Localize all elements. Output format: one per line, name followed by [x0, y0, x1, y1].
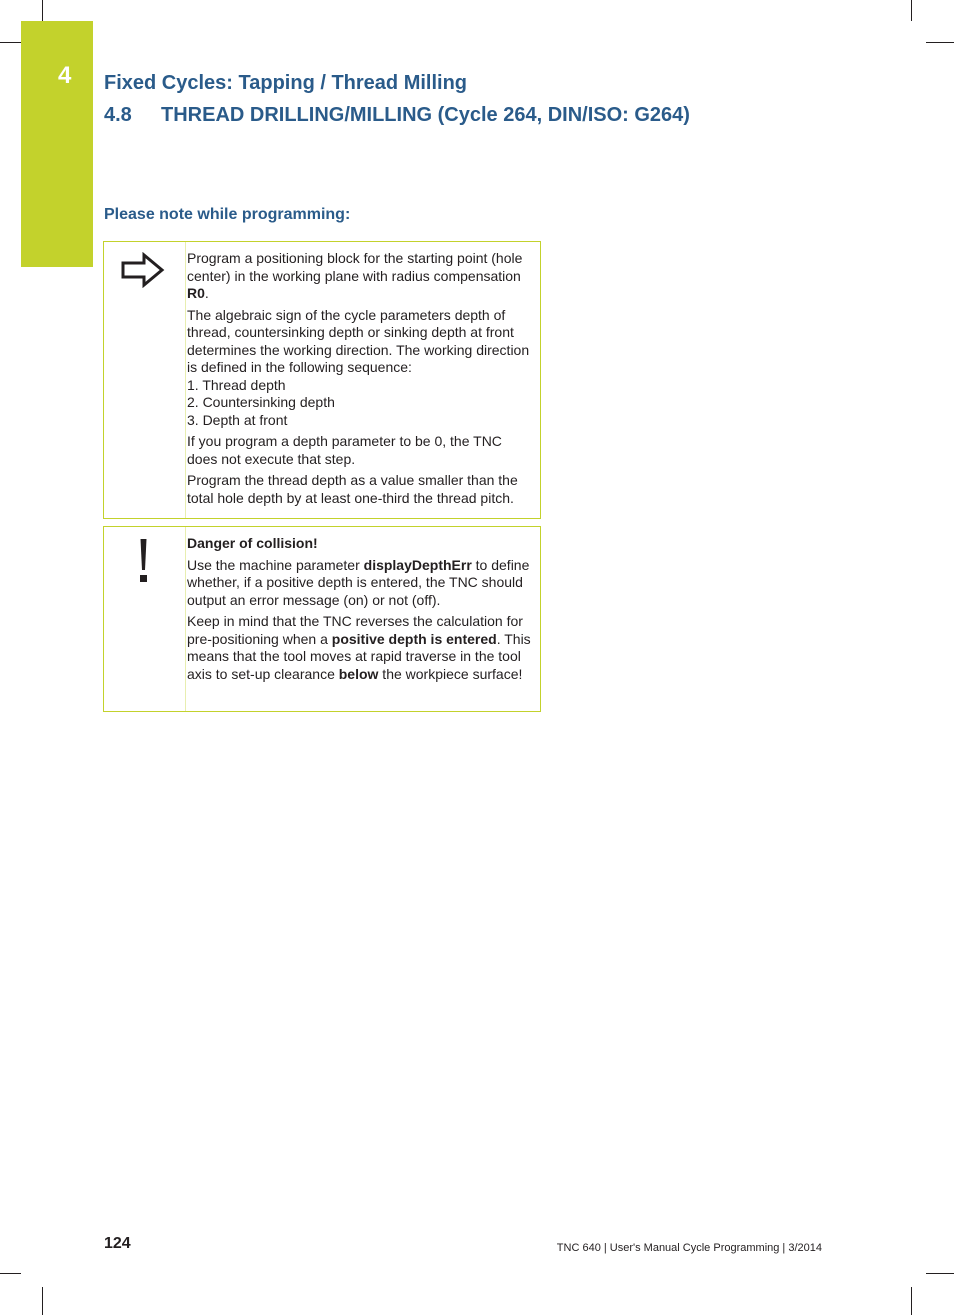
note-box — [103, 241, 541, 519]
warning-bold-text: displayDepthErr — [363, 556, 472, 573]
section-number: 4.8 — [104, 104, 132, 126]
chapter-number: 4 — [58, 62, 72, 89]
note-bold-text: R0 — [187, 285, 205, 301]
programming-notes-heading: Please note while programming: — [104, 206, 351, 223]
note-text: The algebraic sign of the cycle parameters depth of thread, countersinking depth or sinking depth at front determines the working direction. The working direction is defined in the following sequence: — [187, 306, 530, 375]
note-box-divider — [185, 242, 186, 518]
sequence-item: 3. Depth at front — [187, 411, 288, 428]
crop-mark — [0, 42, 21, 43]
section-title-line — [104, 104, 690, 127]
warning-box — [103, 526, 541, 712]
note-text: Program a positioning block for the starting point (hole center) in the working plane with radius compensation — [187, 250, 523, 284]
warning-text: Use the machine parameter — [187, 556, 364, 573]
chapter-title: Fixed Cycles: Tapping / Thread Milling — [104, 72, 468, 94]
sequence-item: 1. Thread depth — [187, 376, 286, 393]
note-paragraph — [187, 250, 532, 303]
note-text: . — [204, 285, 209, 301]
warning-title — [187, 535, 532, 553]
note-paragraph: If you program a depth parameter to be 0, the TNC does not execute that step. — [187, 433, 502, 467]
footer-text: TNC 640 | User's Manual Cycle Programming | 3/2014 — [556, 1242, 822, 1254]
warning-paragraph — [187, 613, 532, 683]
note-content — [187, 242, 540, 515]
exclamation-icon — [120, 537, 166, 587]
warning-box-divider — [185, 527, 186, 711]
warning-text: the workpiece surface! — [378, 665, 523, 682]
crop-mark — [926, 42, 954, 43]
section-title: THREAD DRILLING/MILLING (Cycle 264, DIN/ISO: G264) — [161, 104, 690, 126]
page-number: 124 — [104, 1235, 131, 1252]
warning-bold-text: positive depth is entered — [331, 630, 497, 647]
crop-mark — [42, 0, 43, 21]
note-paragraph — [187, 307, 532, 430]
warning-title-text: Danger of collision! — [187, 535, 318, 551]
crop-mark — [911, 0, 912, 21]
chapter-tab — [21, 21, 93, 267]
warning-content — [187, 527, 540, 691]
crop-mark — [42, 1287, 43, 1315]
warning-text: Keep in mind that the TNC reverses the calculation for pre-positioning when a — [187, 613, 523, 647]
warning-text: . This means that the tool moves at rapid traverse in the tool axis to set-up clearance — [187, 630, 531, 682]
crop-mark — [911, 1287, 912, 1315]
arrow-right-icon — [120, 252, 166, 288]
crop-mark — [0, 1273, 21, 1274]
warning-text: to define whether, if a positive depth is entered, the TNC should output an error message (on) or not (off). — [187, 556, 530, 608]
sequence-item: 2. Countersinking depth — [187, 394, 335, 410]
warning-bold-text: below — [338, 665, 379, 682]
warning-paragraph — [187, 557, 532, 610]
note-paragraph: Program the thread depth as a value smaller than the total hole depth by at least one-third the thread pitch. — [187, 472, 518, 506]
crop-mark — [926, 1273, 954, 1274]
